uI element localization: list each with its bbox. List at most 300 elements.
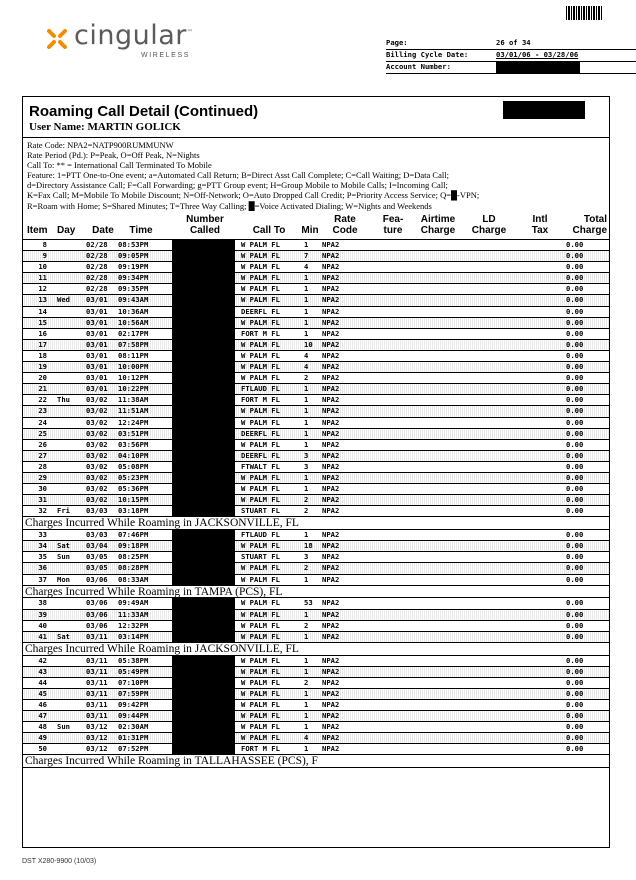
cell-date: 03/05 <box>86 552 108 562</box>
table-row <box>23 484 609 495</box>
cell-to: FORT M FL <box>241 328 280 338</box>
cell-code: NPA2 <box>322 439 340 449</box>
table-row <box>23 262 609 273</box>
cell-to: W PALM FL <box>241 273 280 283</box>
cell-time: 05:36PM <box>118 484 149 494</box>
cell-to: W PALM FL <box>241 439 280 449</box>
cell-min: 18 <box>304 541 313 551</box>
cell-code: NPA2 <box>322 240 340 249</box>
cell-date: 03/01 <box>86 350 108 360</box>
cell-code: NPA2 <box>322 733 340 743</box>
cell-total: 0.00 <box>566 711 584 721</box>
cell-total: 0.00 <box>566 284 584 294</box>
cell-date: 02/28 <box>86 262 108 272</box>
table-row <box>23 329 609 340</box>
legend-line: Rate Period (Pd.): P=Peak, O=Off Peak, N=Nights <box>27 150 200 161</box>
table-row <box>23 506 609 517</box>
legend-line: Feature: 1=PTT One-to-One event; a=Automated Call Return; B=Direct Asst Call Complete; C=Call Waiting; D=Data Call; <box>27 170 449 181</box>
cell-item: 47 <box>38 711 47 721</box>
cell-item: 44 <box>38 677 47 687</box>
cell-total: 0.00 <box>566 677 584 687</box>
cell-time: 07:58PM <box>118 339 149 349</box>
cell-item: 19 <box>38 362 47 372</box>
cell-to: W PALM FL <box>241 677 280 687</box>
cell-time: 10:22PM <box>118 384 149 394</box>
cell-date: 03/11 <box>86 677 108 687</box>
cell-time: 03:56PM <box>118 439 149 449</box>
cell-min: 53 <box>304 598 313 608</box>
cell-code: NPA2 <box>322 384 340 394</box>
cell-code: NPA2 <box>322 373 340 383</box>
cell-date: 03/03 <box>86 530 108 540</box>
cell-item: 46 <box>38 699 47 709</box>
legend-line: Call To: ** = International Call Terminated To Mobile <box>27 160 212 171</box>
cell-time: 03:51PM <box>118 428 149 438</box>
table-row <box>23 318 609 329</box>
cell-to: W PALM FL <box>241 295 280 305</box>
cell-to: W PALM FL <box>241 688 280 698</box>
cell-time: 11:51AM <box>118 406 149 416</box>
cell-to: FTWALT FL <box>241 461 280 471</box>
cell-min: 1 <box>304 666 309 676</box>
cell-date: 03/01 <box>86 339 108 349</box>
roaming-location-heading: Charges Incurred While Roaming in TAMPA (PCS), FL <box>23 586 609 599</box>
cell-to: W PALM FL <box>241 373 280 383</box>
cell-to: DEERFL FL <box>241 450 280 460</box>
cell-to: FTLAUD FL <box>241 384 280 394</box>
cell-date: 03/05 <box>86 563 108 573</box>
cell-date: 03/02 <box>86 472 108 482</box>
table-row <box>23 733 609 744</box>
cell-date: 03/06 <box>86 609 108 619</box>
cell-item: 36 <box>38 563 47 573</box>
form-code: DST X280-9900 (10/03) <box>22 858 97 865</box>
cell-min: 2 <box>304 373 309 383</box>
cell-min: 10 <box>304 339 313 349</box>
cell-item: 25 <box>38 428 47 438</box>
cell-min: 1 <box>304 428 309 438</box>
cell-date: 03/02 <box>86 450 108 460</box>
table-row <box>23 295 609 306</box>
cell-item: 8 <box>42 240 47 249</box>
cell-item: 18 <box>38 350 47 360</box>
cell-total: 0.00 <box>566 620 584 630</box>
cell-date: 03/11 <box>86 666 108 676</box>
cell-date: 03/02 <box>86 461 108 471</box>
cell-min: 1 <box>304 744 309 754</box>
cell-to: W PALM FL <box>241 733 280 743</box>
cell-item: 13 <box>38 295 47 305</box>
cell-date: 03/02 <box>86 395 108 405</box>
cell-date: 03/01 <box>86 317 108 327</box>
redacted-box <box>503 101 585 119</box>
cell-min: 1 <box>304 574 309 584</box>
cell-to: W PALM FL <box>241 350 280 360</box>
cell-time: 09:42PM <box>118 699 149 709</box>
page-label: Page: <box>386 38 408 47</box>
table-row <box>23 418 609 429</box>
cell-to: W PALM FL <box>241 284 280 294</box>
page-value: 26 of 34 <box>496 38 531 47</box>
cell-to: W PALM FL <box>241 574 280 584</box>
cell-code: NPA2 <box>322 506 340 516</box>
table-row <box>23 406 609 417</box>
cell-total: 0.00 <box>566 631 584 641</box>
cell-code: NPA2 <box>322 495 340 505</box>
cell-date: 03/03 <box>86 506 108 516</box>
cell-total: 0.00 <box>566 598 584 608</box>
cell-to: FORT M FL <box>241 744 280 754</box>
cell-item: 15 <box>38 317 47 327</box>
cell-date: 03/01 <box>86 295 108 305</box>
table-row <box>23 667 609 678</box>
cell-item: 20 <box>38 373 47 383</box>
cell-date: 03/01 <box>86 306 108 316</box>
cell-total: 0.00 <box>566 574 584 584</box>
table-row <box>23 722 609 733</box>
table-row <box>23 744 609 755</box>
cell-min: 1 <box>304 699 309 709</box>
cell-total: 0.00 <box>566 350 584 360</box>
cell-total: 0.00 <box>566 384 584 394</box>
cell-date: 03/02 <box>86 495 108 505</box>
cell-to: W PALM FL <box>241 406 280 416</box>
cell-total: 0.00 <box>566 530 584 540</box>
table-row <box>23 384 609 395</box>
cell-date: 03/12 <box>86 744 108 754</box>
cell-to: W PALM FL <box>241 620 280 630</box>
cell-min: 1 <box>304 530 309 540</box>
cell-min: 1 <box>304 273 309 283</box>
table-row <box>23 530 609 541</box>
cell-time: 08:28PM <box>118 563 149 573</box>
table-row <box>23 678 609 689</box>
cell-date: 03/11 <box>86 711 108 721</box>
cell-min: 2 <box>304 677 309 687</box>
cell-min: 1 <box>304 711 309 721</box>
cell-item: 32 <box>38 506 47 516</box>
cell-code: NPA2 <box>322 484 340 494</box>
call-table <box>23 240 609 768</box>
cell-date: 02/28 <box>86 251 108 261</box>
table-row <box>23 563 609 574</box>
cell-total: 0.00 <box>566 306 584 316</box>
cell-item: 49 <box>38 733 47 743</box>
cell-total: 0.00 <box>566 609 584 619</box>
table-row <box>23 307 609 318</box>
col-ld-charge: LD Charge <box>471 214 507 236</box>
cell-date: 03/04 <box>86 541 108 551</box>
cell-day: Fri <box>57 506 70 516</box>
cell-code: NPA2 <box>322 609 340 619</box>
table-row <box>23 541 609 552</box>
cell-to: FTLAUD FL <box>241 530 280 540</box>
cell-code: NPA2 <box>322 251 340 261</box>
cell-date: 03/01 <box>86 328 108 338</box>
cell-total: 0.00 <box>566 472 584 482</box>
cell-code: NPA2 <box>322 699 340 709</box>
cell-total: 0.00 <box>566 295 584 305</box>
cell-time: 02:17PM <box>118 328 149 338</box>
cell-time: 03:14PM <box>118 631 149 641</box>
cell-to: STUART FL <box>241 506 280 516</box>
table-row <box>23 373 609 384</box>
cell-code: NPA2 <box>322 339 340 349</box>
cell-min: 3 <box>304 450 309 460</box>
cell-min: 1 <box>304 384 309 394</box>
cell-date: 03/11 <box>86 688 108 698</box>
col-total-charge: Total Charge <box>572 214 607 236</box>
redacted-number <box>172 743 235 755</box>
legend-line: Rate Code: NPA2=NATP900RUMMUNW <box>27 140 174 150</box>
cell-to: W PALM FL <box>241 655 280 665</box>
cell-code: NPA2 <box>322 744 340 754</box>
cell-min: 3 <box>304 461 309 471</box>
cell-total: 0.00 <box>566 395 584 405</box>
cell-item: 34 <box>38 541 47 551</box>
cell-time: 09:44PM <box>118 711 149 721</box>
cell-item: 39 <box>38 609 47 619</box>
cell-item: 12 <box>38 284 47 294</box>
cell-time: 09:43AM <box>118 295 149 305</box>
col-item: Item <box>27 225 48 236</box>
cell-code: NPA2 <box>322 395 340 405</box>
cell-time: 08:25PM <box>118 552 149 562</box>
cell-to: W PALM FL <box>241 317 280 327</box>
cell-min: 1 <box>304 631 309 641</box>
cell-min: 2 <box>304 620 309 630</box>
cell-day: Mon <box>57 574 70 584</box>
cell-date: 02/28 <box>86 240 108 249</box>
cell-time: 11:33AM <box>118 609 149 619</box>
table-row <box>23 621 609 632</box>
billing-cycle-label: Billing Cycle Date: <box>386 50 469 59</box>
cell-item: 41 <box>38 631 47 641</box>
cell-total: 0.00 <box>566 495 584 505</box>
legend-line: R=Roam with Home; S=Shared Minutes; T=Three Way Calling; █=Voice Activated Dialing; W=Nights and Weekends <box>27 200 432 211</box>
cell-min: 1 <box>304 284 309 294</box>
cell-to: W PALM FL <box>241 699 280 709</box>
cell-date: 03/12 <box>86 733 108 743</box>
cell-date: 03/12 <box>86 722 108 732</box>
cell-time: 09:05PM <box>118 251 149 261</box>
table-row <box>23 451 609 462</box>
cell-code: NPA2 <box>322 461 340 471</box>
cell-code: NPA2 <box>322 295 340 305</box>
call-detail-section <box>22 96 610 848</box>
cell-time: 08:11PM <box>118 350 149 360</box>
cingular-x-logo-icon <box>44 26 70 52</box>
cell-code: NPA2 <box>322 530 340 540</box>
cell-date: 03/02 <box>86 406 108 416</box>
section-title: Roaming Call Detail (Continued) <box>29 103 259 120</box>
cell-time: 08:53PM <box>118 240 149 249</box>
cell-min: 4 <box>304 362 309 372</box>
cell-day: Thu <box>57 395 70 405</box>
cell-min: 2 <box>304 563 309 573</box>
cell-time: 09:18PM <box>118 541 149 551</box>
cell-min: 1 <box>304 722 309 732</box>
cell-time: 10:12PM <box>118 373 149 383</box>
col-day: Day <box>57 225 76 236</box>
cell-time: 10:56AM <box>118 317 149 327</box>
cell-total: 0.00 <box>566 744 584 754</box>
cell-time: 08:33AM <box>118 574 149 584</box>
cell-to: W PALM FL <box>241 339 280 349</box>
cell-item: 27 <box>38 450 47 460</box>
cell-to: W PALM FL <box>241 541 280 551</box>
cell-time: 10:00PM <box>118 362 149 372</box>
cell-item: 22 <box>38 395 47 405</box>
cell-day: Sat <box>57 541 70 551</box>
cell-min: 1 <box>304 395 309 405</box>
cell-total: 0.00 <box>566 328 584 338</box>
cell-item: 26 <box>38 439 47 449</box>
table-row <box>23 429 609 440</box>
cell-total: 0.00 <box>566 362 584 372</box>
cell-code: NPA2 <box>322 688 340 698</box>
cell-total: 0.00 <box>566 541 584 551</box>
table-row <box>23 251 609 262</box>
cell-min: 1 <box>304 439 309 449</box>
table-row <box>23 700 609 711</box>
table-row <box>23 495 609 506</box>
cell-code: NPA2 <box>322 711 340 721</box>
cell-min: 1 <box>304 417 309 427</box>
cell-to: W PALM FL <box>241 262 280 272</box>
cell-code: NPA2 <box>322 563 340 573</box>
cell-to: W PALM FL <box>241 609 280 619</box>
cell-min: 4 <box>304 350 309 360</box>
cell-min: 4 <box>304 733 309 743</box>
table-row <box>23 284 609 295</box>
cell-date: 03/02 <box>86 439 108 449</box>
cell-total: 0.00 <box>566 339 584 349</box>
cell-to: W PALM FL <box>241 251 280 261</box>
cell-time: 09:19PM <box>118 262 149 272</box>
cell-code: NPA2 <box>322 677 340 687</box>
cell-min: 4 <box>304 262 309 272</box>
col-feature: Fea- ture <box>382 214 404 236</box>
col-min: Min <box>301 225 319 236</box>
cell-time: 07:59PM <box>118 688 149 698</box>
cell-code: NPA2 <box>322 655 340 665</box>
cell-total: 0.00 <box>566 373 584 383</box>
cell-code: NPA2 <box>322 620 340 630</box>
cell-total: 0.00 <box>566 699 584 709</box>
table-row <box>23 610 609 621</box>
cell-total: 0.00 <box>566 688 584 698</box>
cell-min: 1 <box>304 240 309 249</box>
cell-total: 0.00 <box>566 722 584 732</box>
cell-time: 07:10PM <box>118 677 149 687</box>
col-date: Date <box>92 225 114 236</box>
cell-code: NPA2 <box>322 598 340 608</box>
cell-time: 11:38AM <box>118 395 149 405</box>
cell-total: 0.00 <box>566 655 584 665</box>
cell-item: 31 <box>38 495 47 505</box>
cell-item: 29 <box>38 472 47 482</box>
cell-code: NPA2 <box>322 362 340 372</box>
cell-code: NPA2 <box>322 417 340 427</box>
cell-time: 04:10PM <box>118 450 149 460</box>
cell-code: NPA2 <box>322 574 340 584</box>
cell-item: 45 <box>38 688 47 698</box>
table-row <box>23 473 609 484</box>
cell-time: 05:23PM <box>118 472 149 482</box>
cell-total: 0.00 <box>566 317 584 327</box>
cell-day: Sun <box>57 552 70 562</box>
cell-min: 1 <box>304 406 309 416</box>
cell-code: NPA2 <box>322 428 340 438</box>
cell-time: 09:34PM <box>118 273 149 283</box>
account-number-label: Account Number: <box>386 62 451 71</box>
cell-item: 16 <box>38 328 47 338</box>
cell-code: NPA2 <box>322 631 340 641</box>
billing-cycle-value: 03/01/06 - 03/28/06 <box>496 50 579 59</box>
user-name: User Name: MARTIN GOLICK <box>29 121 181 133</box>
cell-item: 10 <box>38 262 47 272</box>
cell-to: W PALM FL <box>241 472 280 482</box>
legend-line: K=Fax Call; M=Mobile To Mobile Discount; N=Off-Network; O=Auto Dropped Call Credit; P=Priority Access Service; Q=█-VPN; <box>27 190 480 201</box>
cell-to: W PALM FL <box>241 240 280 249</box>
billing-header <box>386 38 636 74</box>
cell-time: 12:24PM <box>118 417 149 427</box>
cell-time: 09:35PM <box>118 284 149 294</box>
cell-date: 03/11 <box>86 699 108 709</box>
cell-total: 0.00 <box>566 484 584 494</box>
cell-time: 03:18PM <box>118 506 149 516</box>
table-row <box>23 632 609 643</box>
cell-min: 7 <box>304 251 309 261</box>
cell-to: W PALM FL <box>241 362 280 372</box>
cell-date: 03/11 <box>86 655 108 665</box>
cell-total: 0.00 <box>566 273 584 283</box>
cell-to: DEERFL FL <box>241 428 280 438</box>
cell-total: 0.00 <box>566 240 584 249</box>
table-row <box>23 351 609 362</box>
cell-time: 05:49PM <box>118 666 149 676</box>
cell-min: 1 <box>304 295 309 305</box>
cell-date: 03/06 <box>86 620 108 630</box>
logo-wordmark: cingular™ <box>74 20 194 51</box>
barcode <box>566 6 602 20</box>
cell-min: 1 <box>304 484 309 494</box>
cell-time: 10:36AM <box>118 306 149 316</box>
table-row <box>23 711 609 722</box>
col-time: Time <box>129 225 153 236</box>
cell-total: 0.00 <box>566 417 584 427</box>
code-legend <box>27 140 607 211</box>
cell-min: 1 <box>304 328 309 338</box>
cell-code: NPA2 <box>322 541 340 551</box>
cell-code: NPA2 <box>322 306 340 316</box>
table-row <box>23 273 609 284</box>
cell-code: NPA2 <box>322 406 340 416</box>
cell-min: 1 <box>304 655 309 665</box>
cell-code: NPA2 <box>322 472 340 482</box>
cell-total: 0.00 <box>566 406 584 416</box>
table-row <box>23 240 609 251</box>
table-row <box>23 362 609 373</box>
cell-total: 0.00 <box>566 450 584 460</box>
cell-time: 09:49AM <box>118 598 149 608</box>
cell-item: 50 <box>38 744 47 754</box>
cell-date: 03/02 <box>86 417 108 427</box>
cell-total: 0.00 <box>566 563 584 573</box>
redacted-number <box>172 631 235 643</box>
roaming-location-heading: Charges Incurred While Roaming in JACKSONVILLE, FL <box>23 517 609 530</box>
